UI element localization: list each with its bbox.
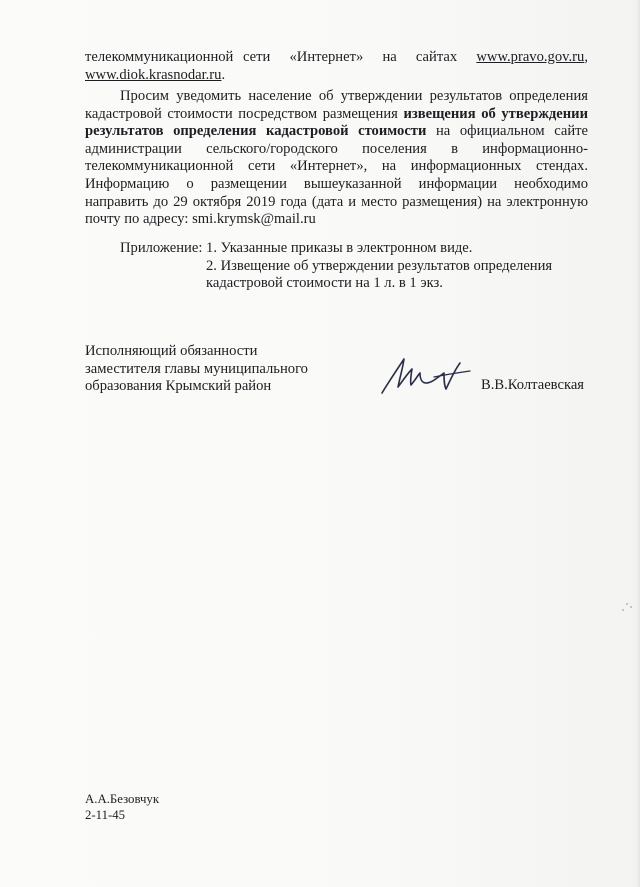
paragraph-websites-line-1 xyxy=(85,49,588,67)
attachment-item-2-line-2: кадастровой стоимости на 1 л. в 1 экз. xyxy=(206,275,443,292)
period: . xyxy=(221,66,226,83)
attachments xyxy=(120,240,590,293)
request-line-3-bold: результатов определения кадастровой стоимости xyxy=(85,123,427,140)
paragraph-websites xyxy=(85,49,588,84)
signatory-position-line-1: Исполняющий обязанности xyxy=(85,343,258,359)
request-line-1: Просим уведомить население об утверждении результатов определения xyxy=(120,88,588,104)
word-sites: сайтах xyxy=(415,49,458,65)
signatory-position-line-2: заместителя главы муниципального xyxy=(85,360,308,377)
executor-name: А.А.Безовчук xyxy=(85,792,160,806)
request-line-5: телекоммуникационной сети «Интернет», на информационных стендах. xyxy=(85,158,588,175)
paragraph-websites-line-2 xyxy=(85,67,588,85)
attachment-item-2-line-1: 2. Извещение об утверждении результатов определения xyxy=(206,257,553,274)
attachment-item-1: 1. Указанные приказы в электронном виде. xyxy=(206,240,473,256)
request-line-3 xyxy=(85,123,588,141)
attachment-label: Приложение: xyxy=(120,240,203,256)
request-line-6: Информацию о размещении вышеуказанной информации необходимо xyxy=(85,175,588,192)
word-telecom: телекоммуникационной xyxy=(85,49,234,65)
paragraph-request xyxy=(85,88,588,229)
request-line-4: администрации сельского/городского поселения в информационно- xyxy=(85,140,588,157)
handwritten-signature xyxy=(378,353,478,398)
scan-speck xyxy=(622,609,624,611)
attachment-line-1 xyxy=(120,240,590,258)
request-line-3-text: на официальном сайте xyxy=(426,123,589,140)
executor-block xyxy=(85,791,588,823)
executor-phone: 2-11-45 xyxy=(85,808,126,822)
link-diok-krasnodar[interactable]: www.diok.krasnodar.ru xyxy=(85,66,222,83)
scan-speck xyxy=(630,606,632,608)
signatory-position-line-3: образования Крымский район xyxy=(85,378,272,395)
request-line-2-bold: извещения об утверждении xyxy=(403,105,588,122)
request-line-2 xyxy=(85,106,588,124)
link-pravo-gov[interactable]: www.pravo.gov.ru xyxy=(476,49,585,65)
request-line-8: почту по адресу: smi.krymsk@mail.ru xyxy=(85,211,316,228)
signatory-name: В.В.Колтаевская xyxy=(481,377,585,393)
word-internet: «Интернет» xyxy=(289,49,364,65)
word-on: на xyxy=(382,49,397,65)
word-network: сети xyxy=(243,49,271,65)
request-line-7: направить до 29 октября 2019 года (дата и место размещения) на электронную xyxy=(85,193,588,210)
request-line-2-text: кадастровой стоимости посредством размещения xyxy=(85,105,404,122)
page-edge-shadow xyxy=(636,0,640,887)
scan-speck xyxy=(626,603,628,605)
comma: , xyxy=(584,49,588,65)
